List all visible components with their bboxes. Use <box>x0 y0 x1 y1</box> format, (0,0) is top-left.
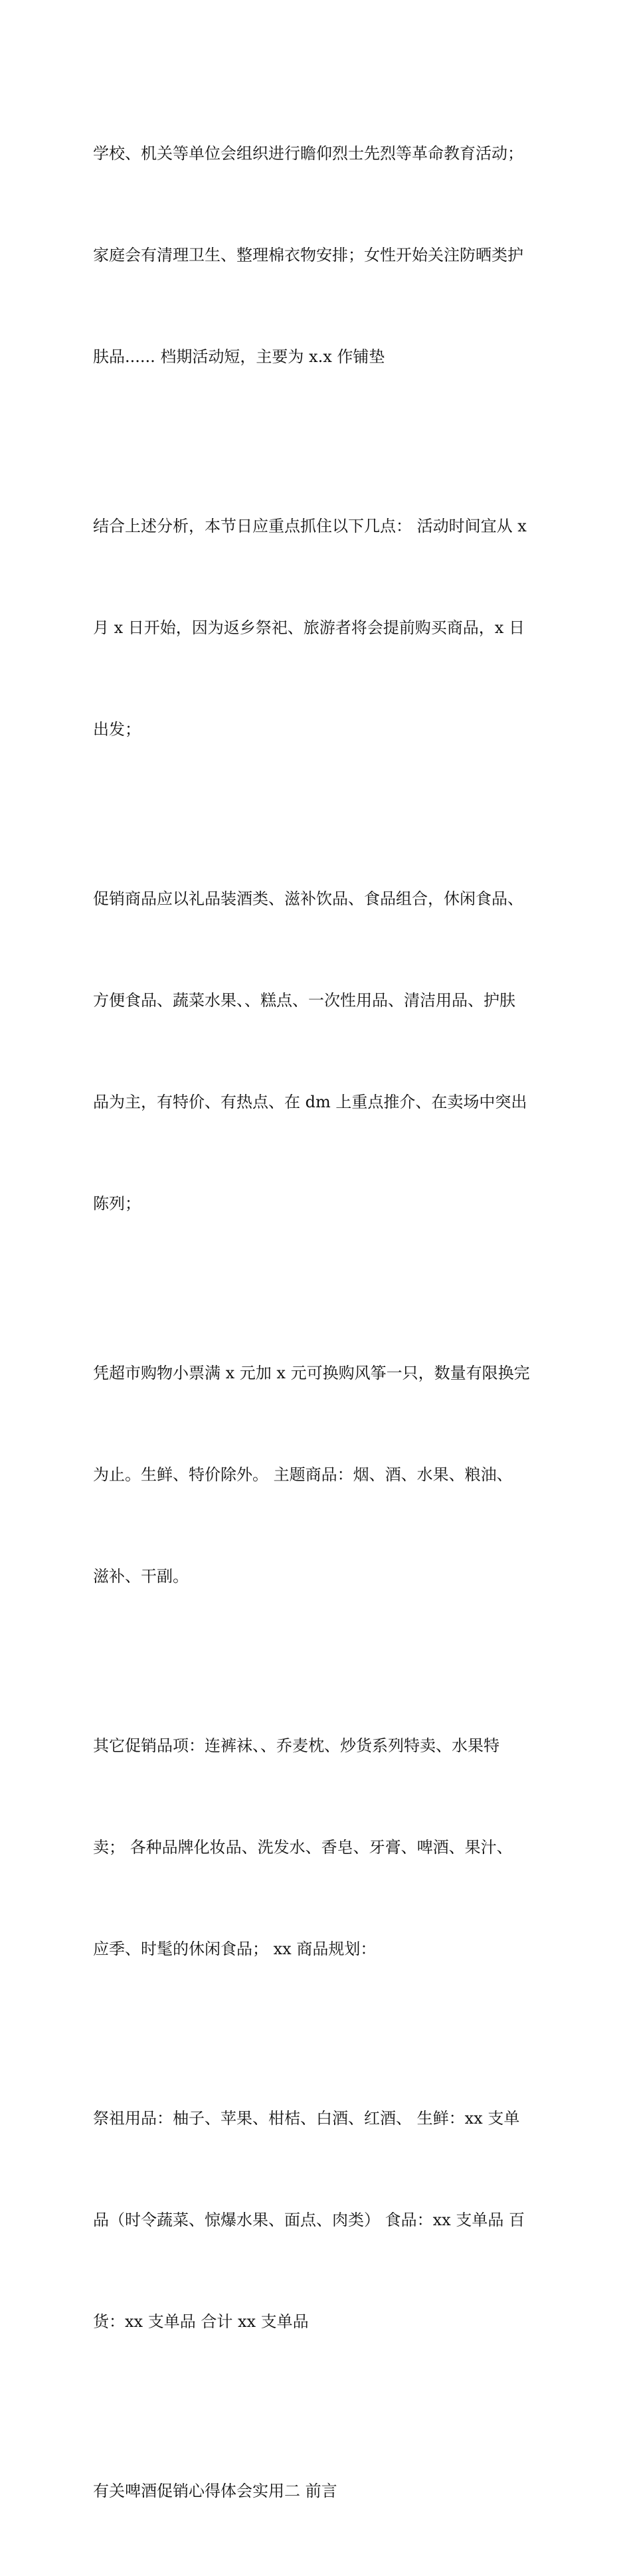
text-line: 品（时令蔬菜、惊爆水果、面点、肉类） 食品：xx 支单品 百 <box>93 2211 525 2229</box>
text-line: 卖； 各种品牌化妆品、洗发水、香皂、牙膏、啤酒、果汁、 <box>93 1838 513 1857</box>
document-body <box>93 69 545 2576</box>
paragraph-promo-goods <box>93 814 545 1289</box>
text-line: 家庭会有清理卫生、整理棉衣物安排；女性开始关注防晒类护 <box>93 246 523 264</box>
text-line: 祭祖用品：柚子、苹果、柑桔、白酒、红酒、 生鲜：xx 支单 <box>93 2109 520 2128</box>
text-line: 月 x 日开始，因为返乡祭祀、旅游者将会提前购买商品，x 日 <box>93 618 525 637</box>
text-line: 应季、时髦的休闲食品； xx 商品规划： <box>93 1940 377 1958</box>
text-line: 陈列； <box>93 1194 141 1213</box>
text-line: 出发； <box>93 720 141 739</box>
text-line: 促销商品应以礼品装酒类、滋补饮品、食品组合，休闲食品、 <box>93 889 523 908</box>
text-line: 学校、机关等单位会组织进行瞻仰烈士先烈等革命教育活动； <box>93 144 523 163</box>
text-line: 为止。生鲜、特价除外。 主题商品：烟、酒、水果、粮油、 <box>93 1465 513 1484</box>
text-line: 有关啤酒促销心得体会实用二 前言 <box>93 2482 337 2500</box>
text-line: 滋补、干副。 <box>93 1567 189 1586</box>
paragraph-activities <box>93 69 545 442</box>
text-line: 其它促销品项：连裤袜、、乔麦枕、炒货系列特卖、水果特 <box>93 1736 499 1755</box>
paragraph-analysis <box>93 442 545 814</box>
text-line: 结合上述分析，本节日应重点抓住以下几点： 活动时间宜从 x <box>93 517 527 535</box>
text-line: 方便食品、蔬菜水果、、糕点、一次性用品、清洁用品、护肤 <box>93 991 515 1010</box>
text-line: 肤品...... 档期活动短，主要为 x.x 作铺垫 <box>93 347 385 366</box>
text-line: 货：xx 支单品 合计 xx 支单品 <box>93 2312 309 2331</box>
paragraph-other-items <box>93 1661 545 2034</box>
text-line: 凭超市购物小票满 x 元加 x 元可换购风筝一只，数量有限换完 <box>93 1364 530 1382</box>
paragraph-kite-offer <box>93 1289 545 1661</box>
section-heading <box>93 2407 545 2576</box>
text-line: 品为主，有特价、有热点、在 dm 上重点推介、在卖场中突出 <box>93 1093 527 1111</box>
paragraph-product-plan <box>93 2034 545 2407</box>
